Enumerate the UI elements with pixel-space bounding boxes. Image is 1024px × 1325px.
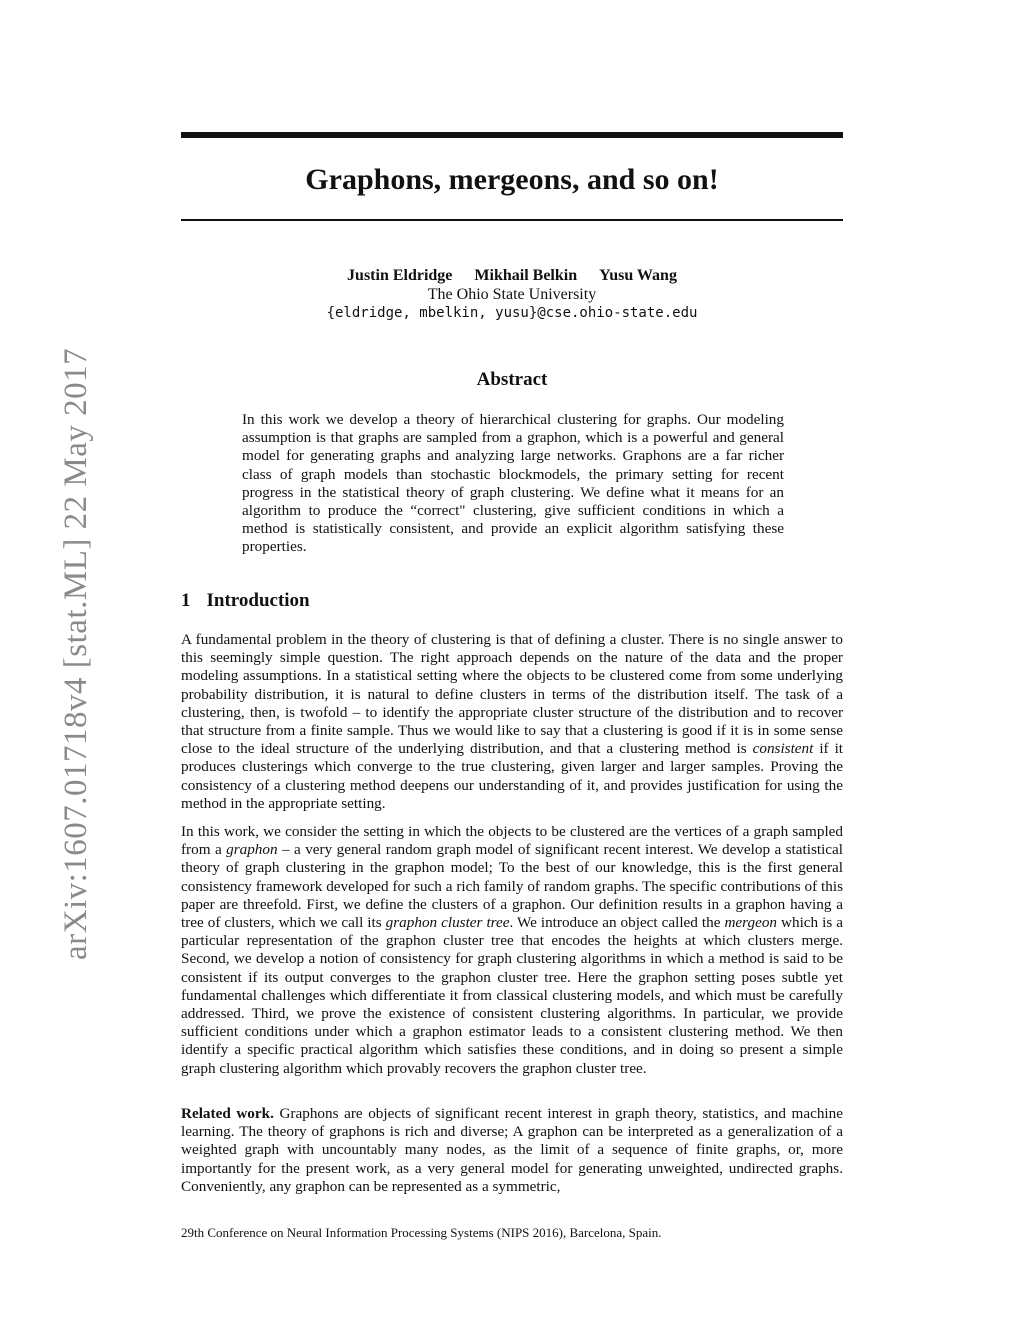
text-run: In this work, we consider the setting in which the objects to be clustered are the vertices of a graph sampled from a xyxy=(181,823,843,859)
affiliation: The Ohio State University xyxy=(427,286,597,303)
text-run: if it produces clusterings which converge to the true clustering, given larger and larger samples. Proving the consistency of a clustering method deepens our understanding of it, and provides justification for using the method in the appropriate setting. xyxy=(181,740,844,812)
paper-title: Graphons, mergeons, and so on! xyxy=(305,163,719,196)
arxiv-stamp-text: arXiv:1607.01718v4 [stat.ML] 22 May 2017 xyxy=(58,347,94,960)
text-run: which is a particular representation of the graphon cluster tree that encodes the heights at which clusters merge. Second, we develop a notion of consistency for graph clustering algorithms in which a method is said to be consistent if its output converges to the graphon cluster tree. Here the graphon setting poses subtle yet fundamental challenges which differentiate it from classical clustering models, and which must be carefully addressed. Third, we prove the existence of consistent clustering algorithms. In particular, we provide sufficient conditions under which a graphon estimator leads to a consistent clustering method. We then identify a specific practical algorithm which satisfies these conditions, and in doing so present a simple graph clustering algorithm which provably recovers the graphon cluster tree. xyxy=(181,914,843,1077)
related-work-paragraph xyxy=(181,1105,843,1196)
author-name: Yusu Wang xyxy=(599,267,677,284)
abstract-text: In this work we develop a theory of hierarchical clustering for graphs. Our modeling assumption is that graphs are sampled from a graphon, which is a powerful and general model for generating graphs and analyzing large networks. Graphons are a far richer class of graph models than stochastic blockmodels, the primary setting for recent progress in the statistical theory of graph clustering. We define what it means for an algorithm to produce the “correct" clustering, give sufficient conditions in which a method is statistically consistent, and provide an explicit algorithm satisfying these properties. xyxy=(242,411,784,556)
section-heading xyxy=(181,590,310,612)
author-name: Mikhail Belkin xyxy=(474,267,578,284)
abstract-heading: Abstract xyxy=(476,369,548,390)
intro-paragraph-1 xyxy=(181,631,843,813)
author-list xyxy=(181,267,843,285)
section-number: 1 xyxy=(181,590,191,611)
author-emails: {eldridge, mbelkin, yusu}@cse.ohio-state.edu xyxy=(326,305,698,321)
text-run: A fundamental problem in the theory of clustering is that of defining a cluster. There is no single answer to this seemingly simple question. The right approach depends on the nature of the data and the proper modeling assumptions. In a statistical setting where the objects to be clustered come from some underlying probability distribution, it is natural to define clusters in terms of the distribution itself. The task of a clustering, then, is twofold – to identify the appropriate cluster structure of the distribution and to recover that structure from a finite sample. Thus we would like to say that a clustering is good if it is in some sense close to the ideal structure of the underlying distribution, and that a clustering method is xyxy=(181,631,843,758)
section-title: Introduction xyxy=(206,590,310,611)
emphasis: consistent xyxy=(752,740,814,758)
arxiv-stamp xyxy=(0,340,94,960)
paragraph-lead: Related work. xyxy=(181,1105,274,1122)
text-run: . We introduce an object called the xyxy=(509,914,725,932)
author-name: Justin Eldridge xyxy=(347,267,453,284)
emphasis: graphon cluster tree xyxy=(385,914,510,932)
intro-paragraph-2 xyxy=(181,823,843,1078)
title-rule-bottom xyxy=(181,219,843,221)
text-run: – a very general random graph model of significant recent interest. We develop a statistical theory of graph clustering in the graphon model; To the best of our knowledge, this is the first general consistency framework developed for such a rich family of random graphs. The specific contributions of this paper are threefold. First, we define the clusters of a graphon. Our definition results in a graphon having a tree of clusters, which we call its xyxy=(181,841,843,932)
emphasis: mergeon xyxy=(724,914,778,932)
text-run: Graphons are objects of significant recent interest in graph theory, statistics, and machine learning. The theory of graphons is rich and diverse; A graphon can be interpreted as a generalization of a weighted graph with uncountably many nodes, as the limit of a sequence of finite graphs, or, more importantly for the present work, as a very general model for generating unweighted, undirected graphs. Conveniently, any graphon can be represented as a symmetric, xyxy=(181,1105,843,1195)
conference-footnote: 29th Conference on Neural Information Processing Systems (NIPS 2016), Barcelona, Spain. xyxy=(181,1225,662,1240)
title-rule-top xyxy=(181,132,843,138)
emphasis: graphon xyxy=(226,841,278,859)
